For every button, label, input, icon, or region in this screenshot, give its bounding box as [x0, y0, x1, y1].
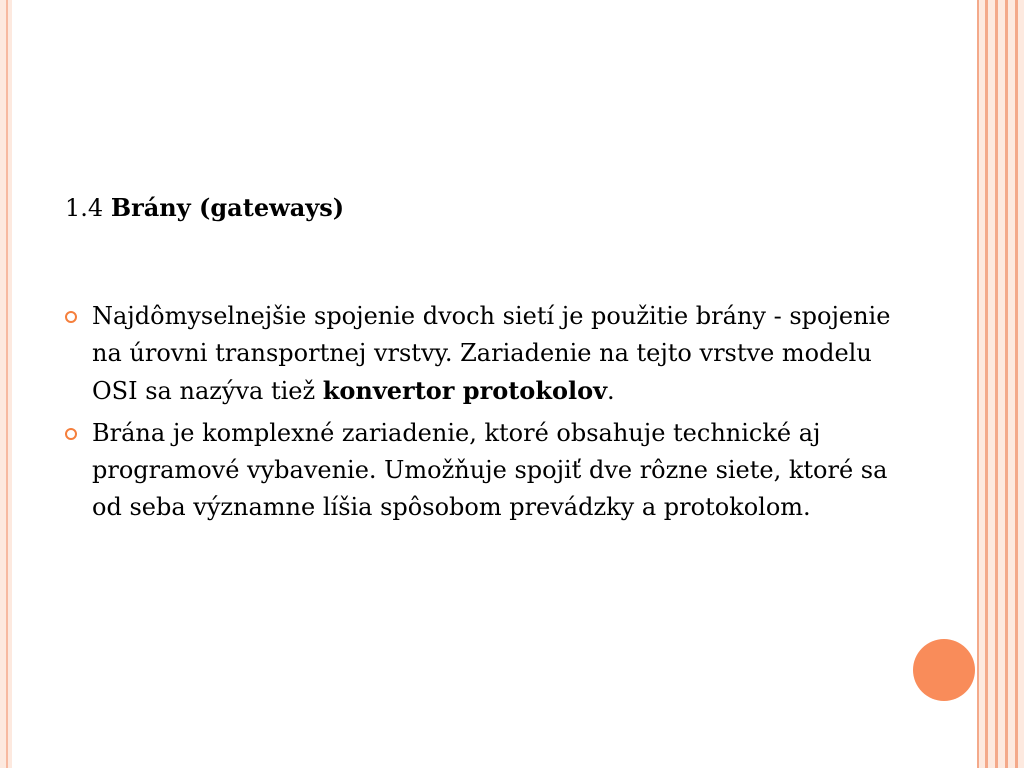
heading-number: 1.4 [65, 194, 104, 222]
slide-content [65, 178, 895, 531]
bullet-text: Brána je komplexné zariadenie, ktoré obsahuje technické aj programové vybavenie. Umožňuje spojiť dve rôzne siete, ktoré sa od seba významne líšia spôsobom prevádzky a protokolom. [92, 419, 888, 521]
right-frame-stripes [977, 0, 1024, 768]
heading-label: Brány (gateways) [110, 193, 345, 222]
bullet-item [65, 298, 895, 410]
bullet-circle-icon [65, 311, 77, 323]
stripe [1005, 0, 1008, 768]
bullet-list [65, 298, 895, 526]
slide-heading [65, 178, 895, 238]
stripe [985, 0, 988, 768]
bullet-bold-term: konvertor protokolov [322, 376, 608, 405]
bullet-circle-icon [65, 428, 77, 440]
bullet-text-end: . [607, 377, 615, 405]
stripe [977, 0, 979, 768]
decorative-circle [913, 639, 975, 701]
stripe [1015, 0, 1018, 768]
left-frame [0, 0, 12, 768]
left-frame-line [6, 0, 8, 768]
stripe [995, 0, 998, 768]
bullet-item [65, 415, 895, 526]
bullet-text: Najdômyselnejšie spojenie dvoch sietí je použitie brány - spojenie na úrovni transportnej vrstvy. Zariadenie na tejto vrstve modelu OSI sa nazýva tiež [92, 302, 891, 405]
